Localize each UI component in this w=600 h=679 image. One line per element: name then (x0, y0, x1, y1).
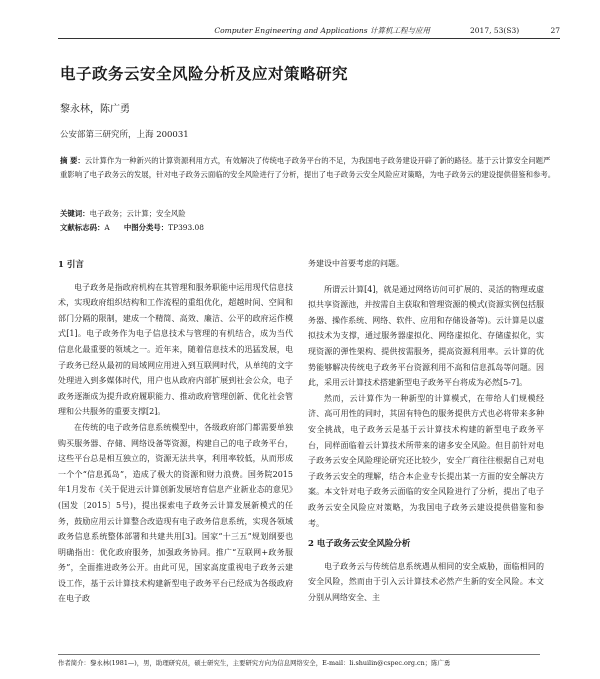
classification (60, 222, 204, 233)
page-number: 27 (550, 25, 560, 35)
authors: 黎永林，陈广勇 (60, 104, 130, 115)
left-column (58, 256, 293, 607)
section-heading-introduction: 1 引言 (58, 260, 84, 270)
running-header (58, 24, 560, 36)
footnote-rule (58, 654, 540, 655)
journal-name: Computer Engineering and Applications 计算机工程与应用 (214, 25, 430, 35)
affiliation: 公安部第三研究所，上海 200031 (60, 130, 189, 140)
paragraph: 在传统的电子政务信息系统模型中，各级政府部门都需要单独购买服务器、存储、网络设备等资源，构建自己的电子政务平台，这些平台总是相互独立的，资源无法共享，利用率较低，从而形成一个个“信息孤岛”，造成了极大的资源和财力浪费。国务院2015年1月发布《关于促进云计算创新发展培育信息产业新业态的意见》(国发〔2015〕5号)，提出探索电子政务云计算发展新模式的任务，鼓励应用云计算整合改造现有电子政务信息系统，实现各领域政务信息系统整体部署和共建共用[3]。国家“十三五”规划纲要也明确指出：优化政府服务，加强政务协同。推广“互联网+政务服务”，全面推进政务公开。由此可见，国家高度重视电子政务云建设工作，基于云计算技术构建新型电子政务平台已经成为各级政府在电子政 (58, 422, 293, 604)
author-footnote: 作者简介：黎永林(1981—)，男，助理研究员，硕士研究生，主要研究方向为信息网络安全，E-mail：li.shuilin@cspec.org.cn；陈广勇 (58, 659, 451, 667)
paragraph: 电子政务是指政府机构在其管理和服务职能中运用现代信息技术，实现政府组织结构和工作流程的重组优化，超越时间、空间和部门分隔的限制，建成一个精简、高效、廉洁、公平的政府运作模式[1]。电子政务作为电子信息技术与管理的有机结合，成为当代信息化最重要的领域之一。近年来，随着信息技术的迅猛发展，电子政务已经从最初的局域网应用进入到互联网时代，从单纯的文字处理进入到多媒体时代，用户也从政府内部扩展到社会公众，电子政务逐渐成为提升政府履职能力、推动政府管理创新、优化社会管理和公共服务的重要支撑[2]。 (58, 282, 293, 417)
paragraph: 电子政务云与传统信息系统遇从相同的安全威胁，面临相同的安全风险，然而由于引入云计算技术必然产生新的安全风险。本文分别从网络安全、主 (308, 561, 544, 602)
abstract (60, 154, 556, 182)
right-column (308, 256, 544, 605)
section-heading-risk-analysis: 2 电子政务云安全风险分析 (308, 539, 411, 550)
header-rule (58, 38, 560, 39)
doc-code-value: A (104, 223, 110, 232)
abstract-text: 云计算作为一种新兴的计算资源利用方式，有效解决了传统电子政务平台的不足，为我国电子政务建设开辟了新的路径。基于云计算安全问题严重影响了电子政务云的发展，针对电子政务云面临的安全风险进行了分析，提出了电子政务云安全风险应对策略，为电子政务云的建设提供借鉴和参考。 (60, 156, 556, 179)
issue-info: 2017, 53(S3) (470, 25, 520, 35)
paper-title: 电子政务云安全风险分析及应对策略研究 (60, 64, 349, 83)
cls-code-label: 中图分类号： (123, 223, 169, 232)
paragraph: 然而，云计算作为一种新型的计算模式，在带给人们规模经济、高可用性的同时，其固有特色的服务提供方式也必将带来多种安全挑战，电子政务云是基于云计算技术构建的新型电子政务平台，同样面临着云计算技术所带来的诸多安全风险。但目前针对电子政务云安全风险理论研究还比较少，安全厂商往往根据自己对电子政务云安全的理解，结合本企业专长提出某一方面的安全解决方案。本文针对电子政务云面临的安全风险进行了分析，提出了电子政务云安全风险应对策略，为我国电子政务云建设提供借鉴和参考。 (308, 393, 544, 528)
keywords-text: 电子政务；云计算；安全风险 (89, 209, 186, 218)
paragraph: 所谓云计算[4]，就是通过网络访问可扩展的、灵活的物理或虚拟共享资源池，并按需自主获取和管理资源的模式(资源实例包括服务器、操作系统、网络、软件、应用和存储设备等)。云计算是以虚拟技术为支撑，通过服务器虚拟化、网络虚拟化、存储虚拟化，实现资源的弹性架构、提供按需服务，提高资源利用率。云计算的优势能够解决传统电子政务平台资源利用不高和信息孤岛等问题。因此，采用云计算技术搭建新型电子政务平台将成为必然[5-7]。 (308, 284, 544, 388)
abstract-label: 摘 要： (60, 156, 85, 165)
doc-code-label: 文献标志码： (60, 223, 105, 232)
cls-code-value: TP393.08 (168, 223, 204, 232)
keywords (60, 208, 186, 219)
paragraph: 务建设中首要考虑的问题。 (308, 259, 404, 268)
keywords-label: 关键词： (60, 209, 90, 218)
